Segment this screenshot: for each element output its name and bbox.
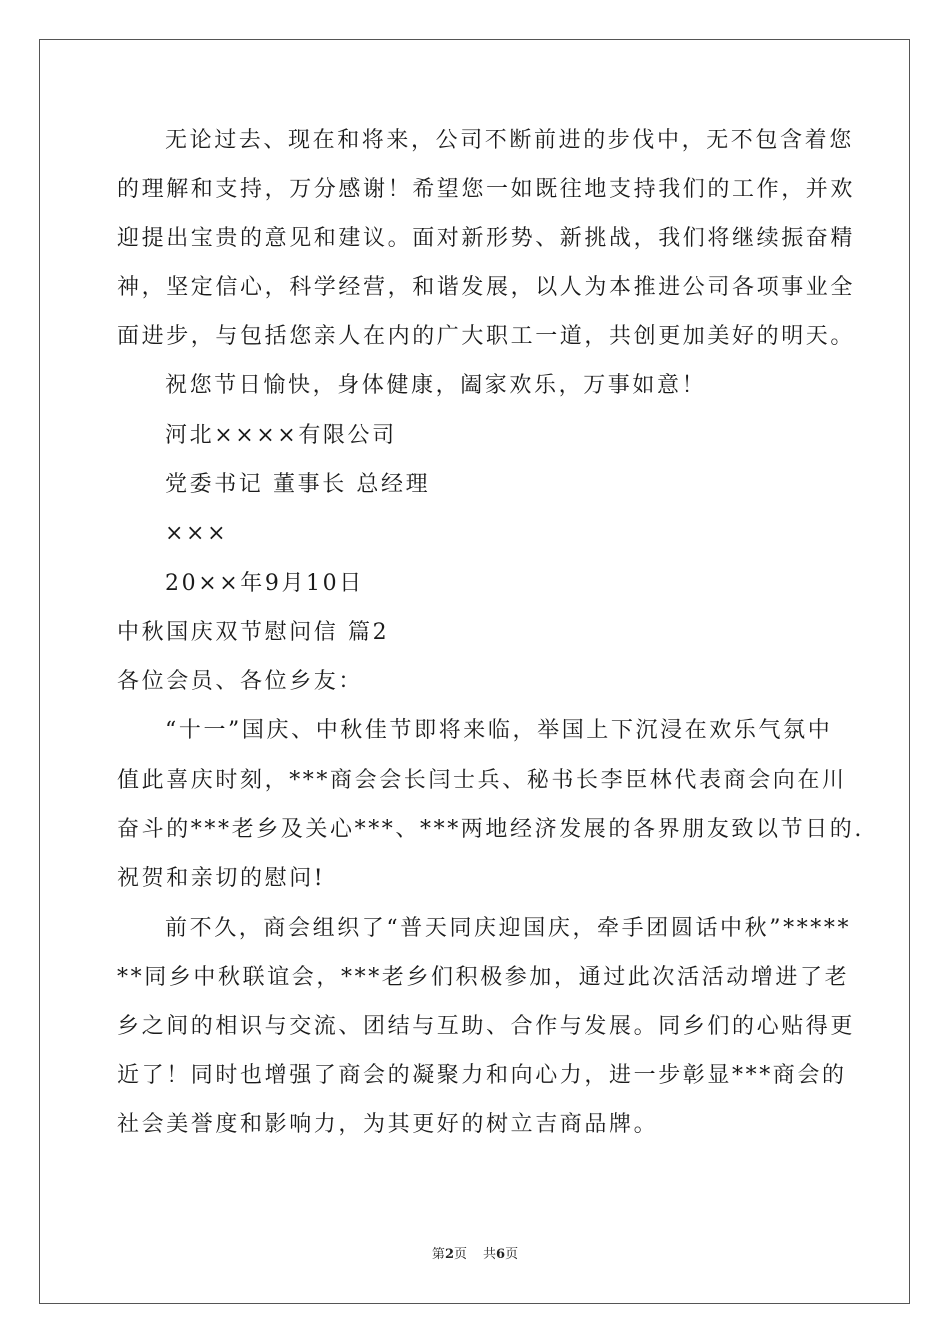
salutation: 各位会员、各位乡友： (117, 669, 364, 694)
paragraph-line: 迎提出宝贵的意见和建议。面对新形势、新挑战，我们将继续振奋精 (117, 226, 856, 251)
company-name: 河北××××有限公司 (165, 423, 397, 448)
section-heading: 中秋国庆双节慰问信 篇2 (117, 620, 390, 645)
letter-date: 20××年9月10日 (165, 571, 364, 596)
paragraph-line: 无论过去、现在和将来，公司不断前进的步伐中，无不包含着您 (165, 128, 854, 153)
page-footer (0, 1246, 950, 1264)
paragraph-line: 前不久，商会组织了“普天同庆迎国庆，牵手团圆话中秋”***** (165, 916, 852, 941)
total-suffix: 页 (505, 1247, 519, 1262)
total-prefix: 共 (483, 1247, 497, 1262)
signer-title: 党委书记 董事长 总经理 (165, 472, 431, 497)
paragraph-line: 神，坚定信心，科学经营，和谐发展，以人为本推进公司各项事业全 (117, 275, 856, 300)
paragraph-line: 社会美誉度和影响力，为其更好的树立吉商品牌。 (117, 1112, 659, 1137)
paragraph-line: **同乡中秋联谊会，***老乡们积极参加，通过此次活活动增进了老 (117, 965, 850, 990)
page-suffix: 页 (453, 1247, 467, 1262)
page-prefix: 第 (431, 1247, 445, 1262)
paragraph-line: 近了！同时也增强了商会的凝聚力和向心力，进一步彰显***商会的 (117, 1063, 847, 1088)
paragraph-line: 值此喜庆时刻，***商会会长闫士兵、秘书长李臣林代表商会向在川 (117, 768, 847, 793)
paragraph-line: 奋斗的***老乡及关心***、***两地经济发展的各界朋友致以节日的. (117, 817, 864, 842)
page-number: 2 (444, 1247, 454, 1262)
blessing-line: 祝您节日愉快，身体健康，阖家欢乐，万事如意！ (165, 373, 707, 398)
paragraph-line: 的理解和支持，万分感谢！希望您一如既往地支持我们的工作，并欢 (117, 177, 856, 202)
paragraph-line: 祝贺和亲切的慰问! (117, 866, 326, 891)
paragraph-line: 乡之间的相识与交流、团结与互助、合作与发展。同乡们的心贴得更 (117, 1014, 856, 1039)
paragraph-line: “十一”国庆、中秋佳节即将来临，举国上下沉浸在欢乐气氛中 (165, 718, 833, 743)
signer-name: ××× (165, 521, 229, 546)
total-pages: 6 (496, 1247, 506, 1262)
paragraph-line: 面进步，与包括您亲人在内的广大职工一道，共创更加美好的明天。 (117, 324, 856, 349)
